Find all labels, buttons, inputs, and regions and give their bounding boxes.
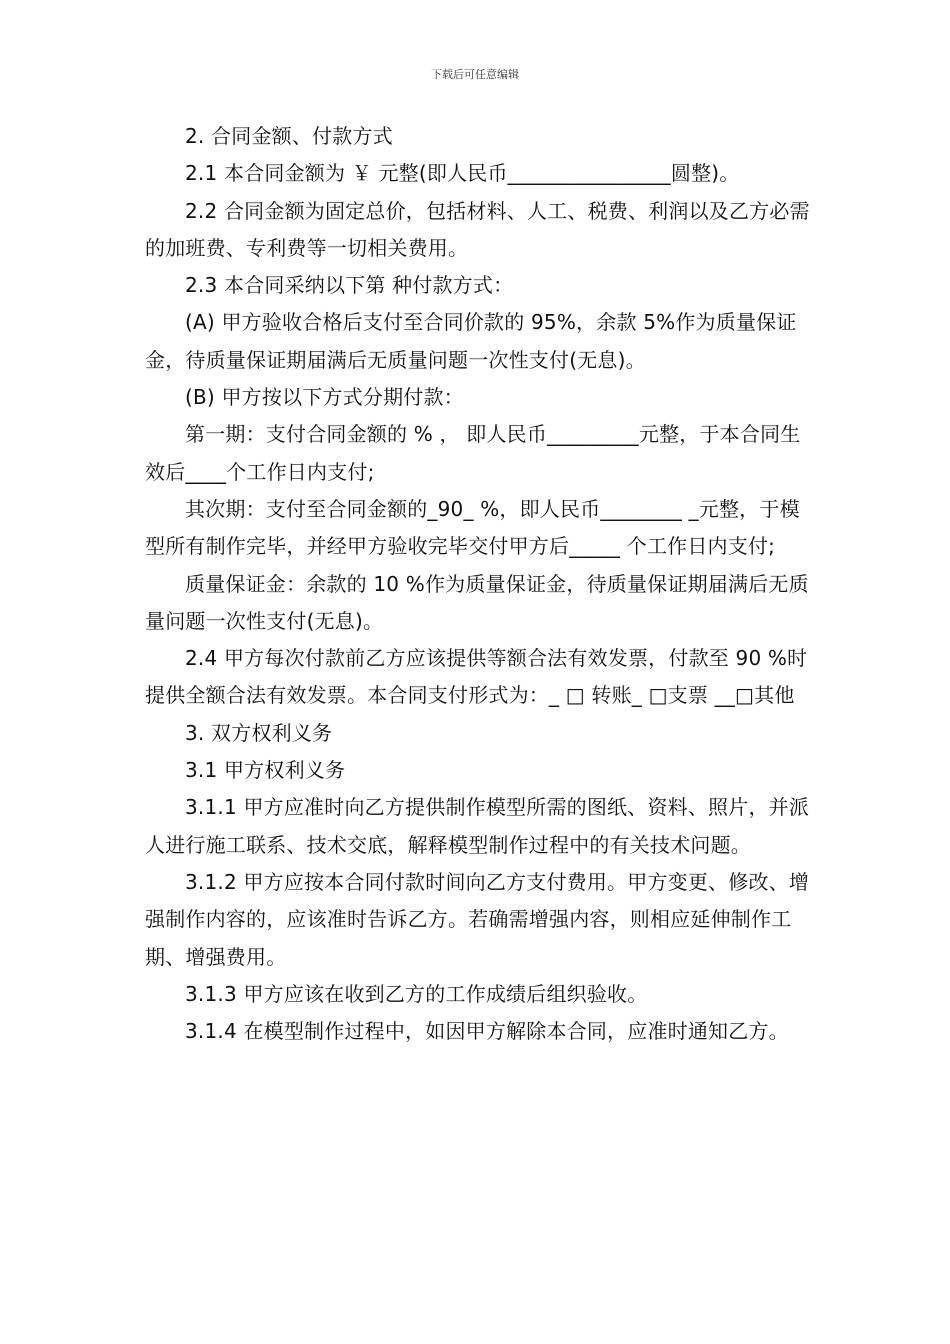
section-heading-3-1: 3.1 甲方权利义务 bbox=[185, 758, 346, 783]
option-a: (A) 甲方验收合格后支付至合同价款的 95%，余款 5%作为质量保证金，待质量保证期届满后无质量问题一次性支付(无息)。 bbox=[145, 310, 797, 372]
section-heading-2: 2. 合同金额、付款方式 bbox=[185, 124, 393, 148]
section-heading-3: 3. 双方权利义务 bbox=[185, 720, 333, 745]
contract-body bbox=[145, 118, 810, 1050]
clause-3-1-3: 3.1.3 甲方应该在收到乙方的工作成绩后组织验收。 bbox=[185, 981, 648, 1006]
clause-2-4: 2.4 甲方每次付款前乙方应该提供等额合法有效发票，付款至 90 %时提供全额合法有效发票。本合同支付形式为：_ □ 转账_ □支票 __□其他 bbox=[145, 646, 808, 708]
installment-first: 第一期：支付合同金额的 % ， 即人民币_________元整，于本合同生效后____个工作日内支付; bbox=[145, 422, 801, 484]
quality-deposit: 质量保证金：余款的 10 %作为质量保证金，待质量保证期届满后无质量问题一次性支付(无息)。 bbox=[145, 571, 809, 633]
clause-2-1: 2.1 本合同金额为 ￥ 元整(即人民币________________圆整)。 bbox=[185, 161, 740, 186]
clause-3-1-4: 3.1.4 在模型制作过程中，如因甲方解除本合同，应准时通知乙方。 bbox=[185, 1019, 789, 1044]
clause-2-2: 2.2 合同金额为固定总价，包括材料、人工、税费、利润以及乙方必需的加班费、专利费等一切相关费用。 bbox=[145, 198, 810, 260]
option-b: (B) 甲方按以下方式分期付款： bbox=[185, 385, 464, 410]
page-header-note: 下载后可任意编辑 bbox=[431, 68, 519, 81]
clause-2-3: 2.3 本合同采纳以下第 种付款方式： bbox=[185, 273, 514, 298]
clause-3-1-2: 3.1.2 甲方应按本合同付款时间向乙方支付费用。甲方变更、修改、增强制作内容的，应该准时告诉乙方。若确需增强内容，则相应延伸制作工期、增强费用。 bbox=[145, 869, 810, 969]
clause-3-1-1: 3.1.1 甲方应准时向乙方提供制作模型所需的图纸、资料、照片，并派人进行施工联系、技术交底，解释模型制作过程中的有关技术问题。 bbox=[145, 795, 810, 857]
installment-second: 其次期：支付至合同金额的_90_ %，即人民币________ _元整，于模型所有制作完毕，并经甲方验收完毕交付甲方后_____ 个工作日内支付; bbox=[145, 496, 800, 559]
